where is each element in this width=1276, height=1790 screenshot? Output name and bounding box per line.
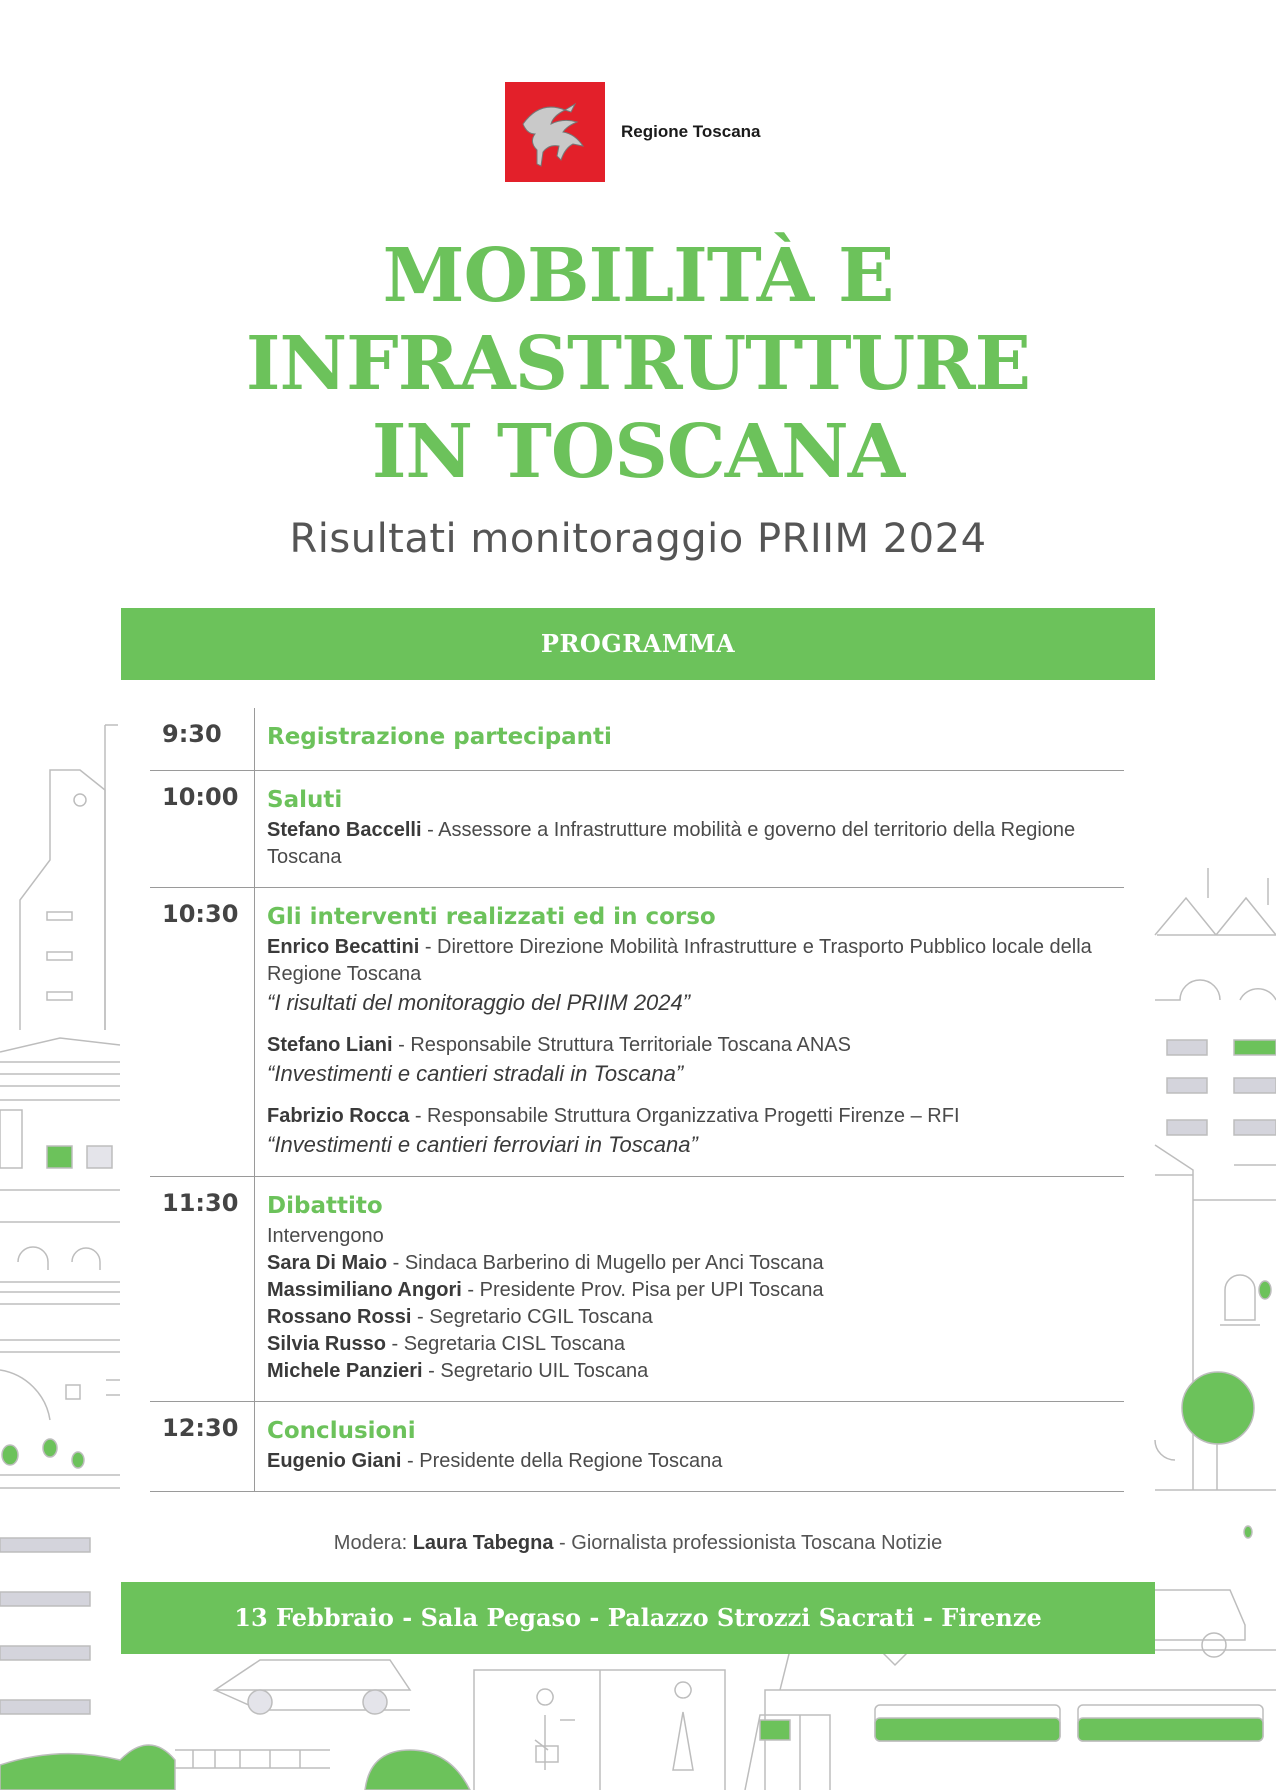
speaker-name: Stefano Liani (267, 1034, 393, 1056)
program-row (150, 771, 1124, 888)
page-title-line-2: INFRASTRUTTURE (245, 321, 1031, 407)
program-time: 12:30 (162, 1414, 239, 1442)
speaker-line (267, 1304, 1124, 1331)
program-row (150, 888, 1124, 1177)
program-row (150, 1402, 1124, 1492)
talk-title: “Investimenti e cantieri stradali in Toscana” (267, 1061, 684, 1086)
speaker-line (267, 1448, 1124, 1475)
speaker-line (267, 1358, 1124, 1385)
speaker-role: - Assessore a Infrastrutture mobilità e governo del territorio della Regione Toscana (267, 819, 1076, 868)
program-row (150, 1177, 1124, 1402)
speaker-role: - Responsabile Struttura Organizzativa Progetti Firenze – RFI (409, 1105, 960, 1127)
program-content (254, 771, 1124, 887)
speaker-name: Silvia Russo (267, 1333, 386, 1355)
program-heading: Saluti (267, 787, 343, 813)
page-subtitle: Risultati monitoraggio PRIIM 2024 (289, 516, 987, 562)
speaker-line (267, 1277, 1124, 1304)
program-heading: Gli interventi realizzati ed in corso (267, 904, 716, 930)
program-content (254, 1402, 1124, 1491)
speaker-name: Sara Di Maio (267, 1252, 388, 1274)
speaker-name: Rossano Rossi (267, 1306, 412, 1328)
speaker-role: - Sindaca Barberino di Mugello per Anci Toscana (387, 1252, 824, 1274)
intro-text: Intervengono (267, 1225, 384, 1247)
program-content (254, 888, 1124, 1176)
speaker-name: Massimiliano Angori (267, 1279, 462, 1301)
regione-toscana-logo (505, 82, 605, 182)
speaker-name: Fabrizio Rocca (267, 1105, 410, 1127)
speaker-line (267, 1331, 1124, 1358)
page-title-line-3: IN TOSCANA (371, 409, 905, 495)
speaker-role: - Presidente della Regione Toscana (401, 1450, 723, 1472)
event-date-location-banner: 13 Febbraio - Sala Pegaso - Palazzo Strozzi Sacrati - Firenze (121, 1582, 1155, 1654)
speaker-role: - Segretaria CISL Toscana (385, 1333, 625, 1355)
program-heading: Conclusioni (267, 1418, 416, 1444)
moderator-label: Modera: (333, 1532, 413, 1554)
speaker-line (267, 1032, 1124, 1059)
talk-title: “I risultati del monitoraggio del PRIIM 2024” (267, 990, 691, 1015)
speaker-line (267, 1250, 1124, 1277)
program-time: 10:30 (162, 900, 239, 928)
speaker-name: Eugenio Giani (267, 1450, 402, 1472)
speaker-role: - Direttore Direzione Mobilità Infrastrutture e Trasporto Pubblico locale della Regione Toscana (267, 936, 1092, 985)
program-content (254, 1177, 1124, 1401)
talk-title: “Investimenti e cantieri ferroviari in Toscana” (267, 1132, 698, 1157)
speaker-line (267, 934, 1124, 988)
moderator-name: Laura Tabegna (412, 1532, 554, 1554)
program-table (150, 708, 1124, 1492)
program-heading: Registrazione partecipanti (267, 724, 612, 750)
speaker-role: - Segretario CGIL Toscana (411, 1306, 653, 1328)
speaker-line (267, 817, 1124, 871)
speaker-role: - Presidente Prov. Pisa per UPI Toscana (461, 1279, 824, 1301)
speaker-line (267, 1103, 1124, 1130)
speaker-role: - Segretario UIL Toscana (422, 1360, 649, 1382)
program-heading: Dibattito (267, 1193, 383, 1219)
logo-label: Regione Toscana (621, 122, 761, 141)
moderator-line (0, 1532, 1276, 1555)
program-row (150, 708, 1124, 771)
pegasus-icon (505, 82, 605, 182)
speaker-role: - Responsabile Struttura Territoriale Toscana ANAS (392, 1034, 851, 1056)
speaker-name: Enrico Becattini (267, 936, 420, 958)
page-title-line-1: MOBILITÀ E (382, 233, 894, 319)
program-content (254, 708, 1124, 770)
moderator-role: - Giornalista professionista Toscana Notizie (553, 1532, 943, 1554)
program-time: 10:00 (162, 783, 239, 811)
programma-banner: PROGRAMMA (121, 608, 1155, 680)
speaker-name: Stefano Baccelli (267, 819, 422, 841)
program-time: 9:30 (162, 720, 222, 748)
speaker-name: Michele Panzieri (267, 1360, 423, 1382)
program-time: 11:30 (162, 1189, 239, 1217)
